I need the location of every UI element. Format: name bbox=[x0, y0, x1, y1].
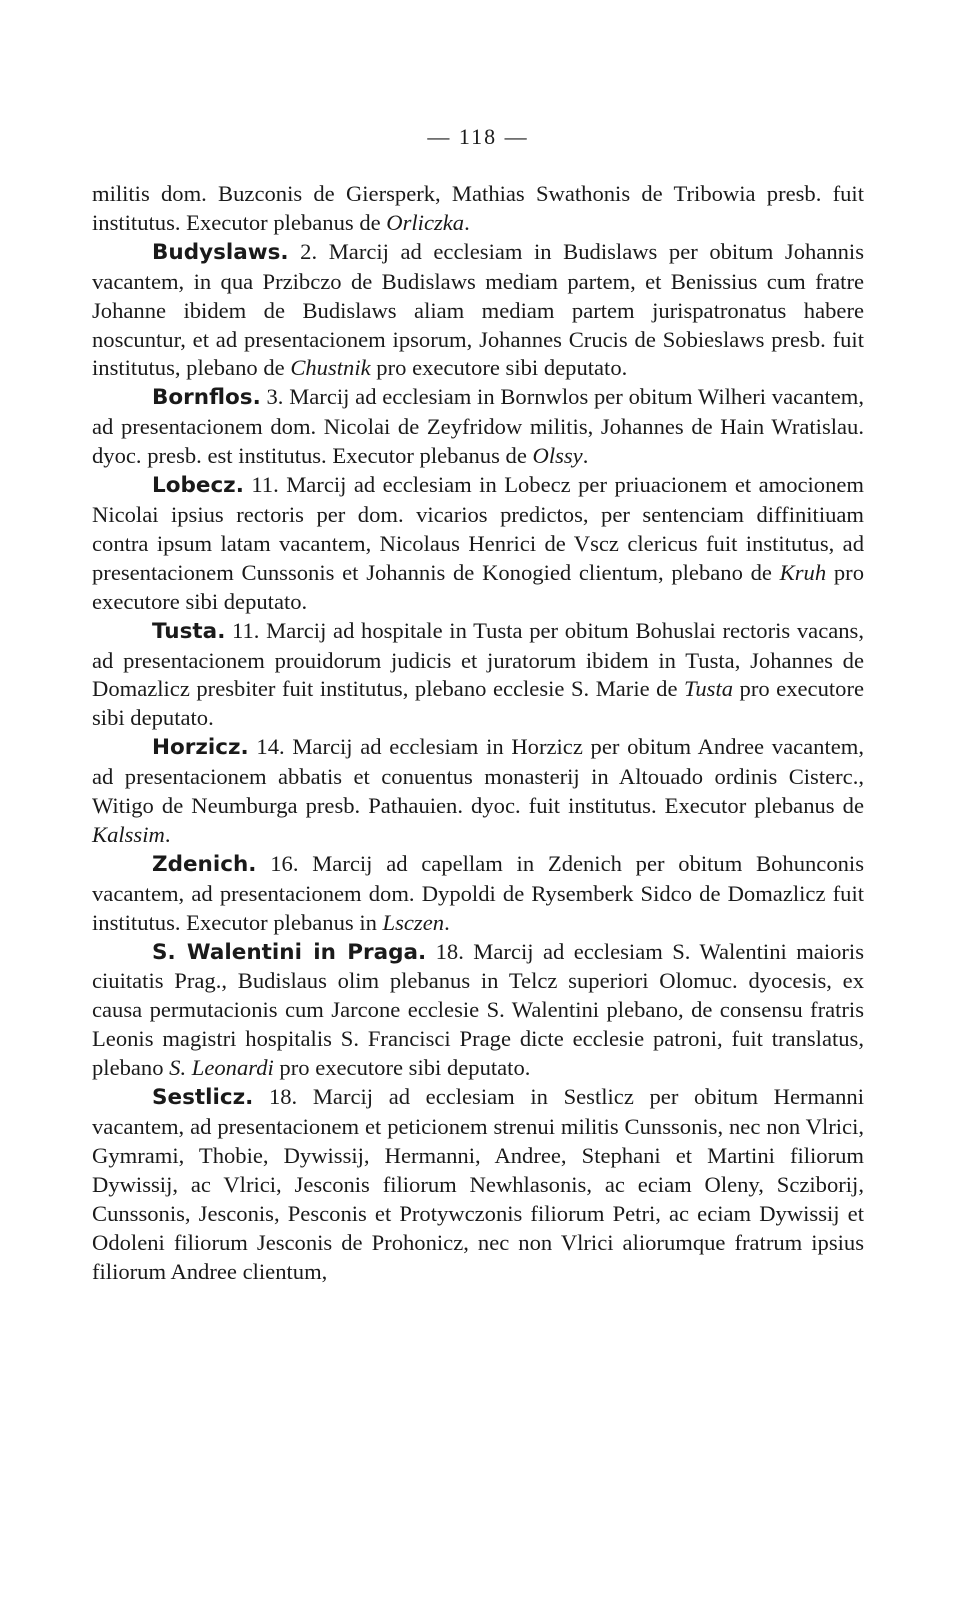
italic-place-name: Kalssim bbox=[92, 821, 165, 847]
text-segment: pro executore sibi deputato. bbox=[92, 559, 864, 614]
entry-heading: Sestlicz. bbox=[152, 1085, 254, 1111]
entry-heading: Tusta. bbox=[152, 618, 226, 644]
text-segment: 11. Marcij ad hospitale in Tusta per obitum Bohuslai rectoris vacans, ad presentacionem prouidorum judicis et juratorum ibidem in Tusta, Johannes de Domazlicz presbiter fuit institutus, plebano ecclesie S. Marie de bbox=[92, 617, 864, 702]
entry-heading: Lobecz. bbox=[152, 473, 244, 499]
italic-place-name: Kruh bbox=[779, 559, 827, 585]
paragraph bbox=[92, 383, 864, 471]
text-segment: . bbox=[464, 209, 470, 235]
text-segment: 16. Marcij ad capellam in Zdenich per obitum Bohunconis vacantem, ad presentacionem dom. Dypoldi de Rysemberk Sidco de Domazlicz fuit institutus. Executor plebanus in bbox=[92, 850, 864, 935]
page-number: — 118 — bbox=[427, 124, 529, 149]
italic-place-name: S. Leonardi bbox=[169, 1055, 274, 1081]
paragraph bbox=[92, 938, 864, 1084]
italic-place-name: Orliczka bbox=[386, 209, 465, 235]
paragraph bbox=[92, 238, 864, 384]
italic-place-name: Tusta bbox=[684, 676, 734, 702]
document-body bbox=[92, 180, 864, 1286]
paragraph bbox=[92, 850, 864, 938]
paragraph bbox=[92, 471, 864, 617]
text-segment: 3. Marcij ad ecclesiam in Bornwlos per obitum Wilheri vacantem, ad presentacionem dom. Nicolai de Zeyfridow militis, Johannes de Hain Wratislau. dyoc. presb. est institutus. Executor plebanus de bbox=[92, 384, 864, 469]
italic-place-name: Olssy bbox=[532, 443, 583, 469]
text-segment: 14. Marcij ad ecclesiam in Horzicz per obitum Andree vacantem, ad presentacionem abbatis et conuentus monasterij in Altouado ordinis Cisterc., Witigo de Neumburga presb. Pathauien. dyoc. fuit institutus. Executor plebanus de bbox=[92, 734, 864, 819]
paragraph bbox=[92, 1083, 864, 1286]
text-segment: pro executore sibi deputato. bbox=[92, 676, 864, 731]
document-page bbox=[92, 122, 864, 1286]
text-segment: . bbox=[582, 443, 589, 469]
text-segment: militis dom. Buzconis de Giersperk, Mathias Swathonis de Tribowia presb. fuit institutus. Executor plebanus de bbox=[92, 181, 864, 235]
text-segment: 18. Marcij ad ecclesiam in Sestlicz per obitum Hermanni vacantem, ad presentacionem et peticionem strenui militis Cunssonis, nec non Vlrici, Gymrami, Thobie, Dywissij, Hermanni, Andree, Stephani et Martini filiorum Dywissij, ac Vlrici, Jesconis filiorum Newhlasonis, ac eciam Oleny, Scziborij, Cunssonis, Jesconis, Pesconis et Protywczonis filiorum Petri, ac eciam Dywissij et Odoleni filiorum Jesconis de Prohonicz, nec non Vlrici aliorumque fratrum ipsius filiorum Andree clientum, bbox=[92, 1084, 864, 1284]
entry-heading: S. Walentini in Praga. bbox=[152, 939, 427, 965]
entry-heading: Bornflos. bbox=[152, 385, 261, 411]
italic-place-name: Lsczen bbox=[382, 909, 445, 935]
entry-heading: Zdenich. bbox=[152, 851, 257, 877]
text-segment: pro executore sibi deputato. bbox=[273, 1055, 531, 1081]
text-segment: 2. Marcij ad ecclesiam in Budislaws per obitum Johannis vacantem, in qua Przibczo de Budislaws mediam partem, et Benissius cum fratre Johanne ibidem de Budislaws aliam mediam partem jurispatronatus habere noscuntur, et ad presentacionem ipsorum, Johannes Crucis de Sobieslaws presb. fuit institutus, plebano de bbox=[92, 238, 864, 381]
italic-place-name: Chustnik bbox=[290, 355, 371, 381]
paragraph bbox=[92, 617, 864, 734]
text-segment: . bbox=[164, 821, 171, 847]
text-segment: 18. Marcij ad ecclesiam S. Walentini maioris ciuitatis Prag., Budislaus olim plebanus in Telcz superiori Olomuc. dyocesis, ex causa permutacionis cum Jarcone ecclesie S. Walentini plebano, de consensu fratris Leonis magistri hospitalis S. Francisci Prage dicte ecclesie patroni, fuit translatus, plebano bbox=[92, 938, 864, 1081]
entry-heading: Budyslaws. bbox=[152, 239, 289, 265]
entry-heading: Horzicz. bbox=[152, 735, 249, 761]
paragraph bbox=[92, 733, 864, 850]
text-segment: . bbox=[444, 909, 450, 935]
text-segment: pro executore sibi deputato. bbox=[370, 355, 628, 381]
paragraph bbox=[92, 180, 864, 238]
text-segment: 11. Marcij ad ecclesiam in Lobecz per priuacionem et amocionem Nicolai ipsius rectoris per dom. vicarios predictos, per sentenciam diffinitiuam contra ipsum latam vacantem, Nicolaus Henrici de Vscz clericus fuit institutus, ad presentacionem Cunssonis et Johannis de Konogied clientum, plebano de bbox=[92, 472, 864, 585]
